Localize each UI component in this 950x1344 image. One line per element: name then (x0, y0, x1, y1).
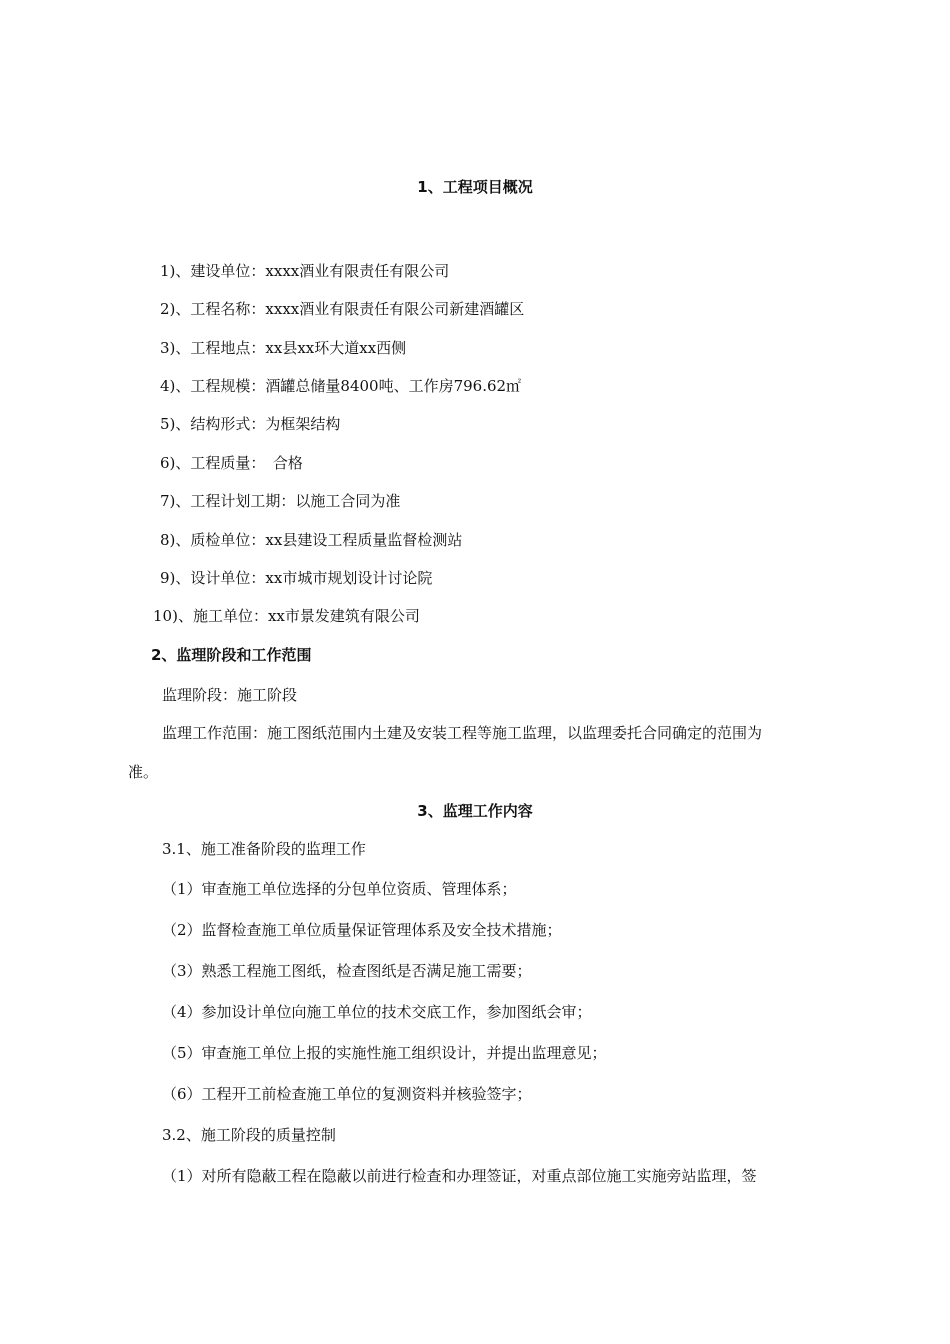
supervision-scope-line2: 准。 (128, 763, 159, 781)
project-item-5: 5)、结构形式：为框架结构 (160, 415, 341, 433)
section3-title: 3、监理工作内容 (417, 802, 533, 820)
project-item-10: 10)、施工单位：xx市景发建筑有限公司 (153, 607, 420, 625)
prep-item-4: （4）参加设计单位向施工单位的技术交底工作，参加图纸会审； (162, 1003, 592, 1021)
project-item-8: 8)、质检单位：xx县建设工程质量监督检测站 (160, 531, 463, 549)
section2-title: 2、监理阶段和工作范围 (151, 646, 312, 664)
project-item-4: 4)、工程规模：酒罐总储量8400吨、工作房796.62㎡ (160, 377, 522, 395)
section1-title: 1、工程项目概况 (417, 178, 533, 196)
project-item-3: 3)、工程地点：xx县xx环大道xx西侧 (160, 339, 407, 357)
supervision-scope-line1: 监理工作范围：施工图纸范围内土建及安装工程等施工监理，以监理委托合同确定的范围为 (162, 724, 763, 742)
project-item-2: 2)、工程名称：xxxx酒业有限责任有限公司新建酒罐区 (160, 300, 525, 318)
supervision-stage: 监理阶段：施工阶段 (162, 686, 298, 704)
prep-item-2: （2）监督检查施工单位质量保证管理体系及安全技术措施； (162, 921, 562, 939)
quality-item-1: （1）对所有隐蔽工程在隐蔽以前进行检查和办理签证，对重点部位施工实施旁站监理，签 (162, 1167, 757, 1185)
subsection-3-1-title: 3.1、施工准备阶段的监理工作 (162, 840, 366, 858)
project-item-6: 6)、工程质量： 合格 (160, 454, 303, 472)
prep-item-1: （1）审查施工单位选择的分包单位资质、管理体系； (162, 880, 517, 898)
project-item-9: 9)、设计单位：xx市城市规划设计讨论院 (160, 569, 433, 587)
prep-item-6: （6）工程开工前检查施工单位的复测资料并核验签字； (162, 1085, 532, 1103)
prep-item-3: （3）熟悉工程施工图纸，检查图纸是否满足施工需要； (162, 962, 532, 980)
subsection-3-2-title: 3.2、施工阶段的质量控制 (162, 1126, 336, 1144)
project-item-7: 7)、工程计划工期：以施工合同为准 (160, 492, 401, 510)
project-item-1: 1)、建设单位：xxxx酒业有限责任有限公司 (160, 262, 450, 280)
prep-item-5: （5）审查施工单位上报的实施性施工组织设计，并提出监理意见； (162, 1044, 607, 1062)
